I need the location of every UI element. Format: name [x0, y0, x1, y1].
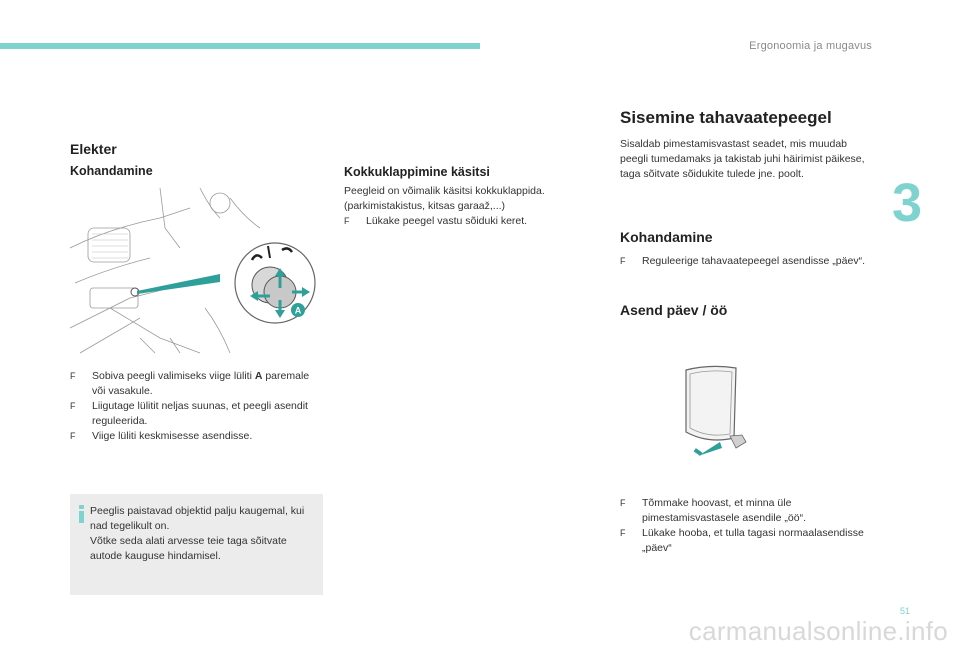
- callout-label-a: A: [294, 305, 302, 316]
- bullet-marker: F: [70, 431, 76, 441]
- list-item: F Tõmmake hoovast, et minna üle pimestamisvastasele asendile „öö“.: [620, 497, 806, 524]
- right-bullet-list-1: [620, 254, 870, 269]
- title-kokkuklappimine: Kokkuklappimine käsitsi: [344, 165, 490, 179]
- subtitle-kohandamine-right: Kohandamine: [620, 229, 713, 245]
- list-item: F Sobiva peegli valimiseks viige lüliti A paremale või vasakule.: [70, 370, 310, 397]
- bullet-marker: F: [620, 498, 626, 508]
- header-title: Ergonoomia ja mugavus: [749, 40, 872, 52]
- bullet-marker: F: [70, 401, 76, 411]
- left-bullet-list: [70, 369, 320, 444]
- note-text-1: Peeglis paistavad objektid palju kaugemal, kui nad tegelikult on.: [90, 505, 305, 532]
- info-icon: [79, 505, 84, 521]
- paragraph-sisemine-peegel: Sisaldab pimestamisvastast seadet, mis muudab peegli tumedamaks ja takistab juhi häirimist päikese, taga sõitvate sõidukite tulede jne. poolt.: [620, 138, 865, 180]
- subtitle-kohandamine-left: Kohandamine: [70, 164, 153, 178]
- right-bullet-list-2: [620, 496, 870, 556]
- paragraph-kokkuklappimine: Peegleid on võimalik käsitsi kokkuklappida. (parkimistakistus, kitsas garaaž,...): [344, 185, 545, 212]
- list-item: F Viige lüliti keskmisesse asendisse.: [70, 430, 253, 442]
- bullet-marker: F: [344, 216, 350, 226]
- subtitle-asend-paev-oo: Asend päev / öö: [620, 302, 728, 318]
- bullet-marker: F: [620, 528, 626, 538]
- middle-bullet-list: [344, 214, 579, 229]
- title-sisemine-peegel: Sisemine tahavaatepeegel: [620, 108, 832, 127]
- list-item: F Lükake hooba, et tulla tagasi normaalasendisse „päev“: [620, 527, 864, 554]
- chapter-number: 3: [891, 173, 922, 233]
- dashboard-switch-drawing: [70, 188, 320, 358]
- note-text-2: Võtke seda alati arvesse teie taga sõitvate autode kauguse hindamisel.: [90, 535, 287, 562]
- bullet-marker: F: [620, 256, 626, 266]
- watermark-text: carmanualsonline.info: [688, 616, 948, 646]
- bullet-marker: F: [70, 371, 76, 381]
- header-accent-bar: [0, 43, 480, 49]
- list-item: F Reguleerige tahavaatepeegel asendisse „päev“.: [620, 255, 865, 267]
- mirror-drawing: [670, 362, 790, 462]
- page-number: 51: [899, 606, 910, 616]
- mirror-switch-illustration: [70, 188, 320, 358]
- info-note-box: [70, 494, 323, 595]
- list-item: F Lükake peegel vastu sõiduki keret.: [344, 215, 528, 227]
- section-title-elekter: Elekter: [70, 141, 117, 157]
- list-item: F Liigutage lülitit neljas suunas, et peegli asendit reguleerida.: [70, 400, 308, 427]
- rearview-mirror-illustration: [670, 362, 790, 462]
